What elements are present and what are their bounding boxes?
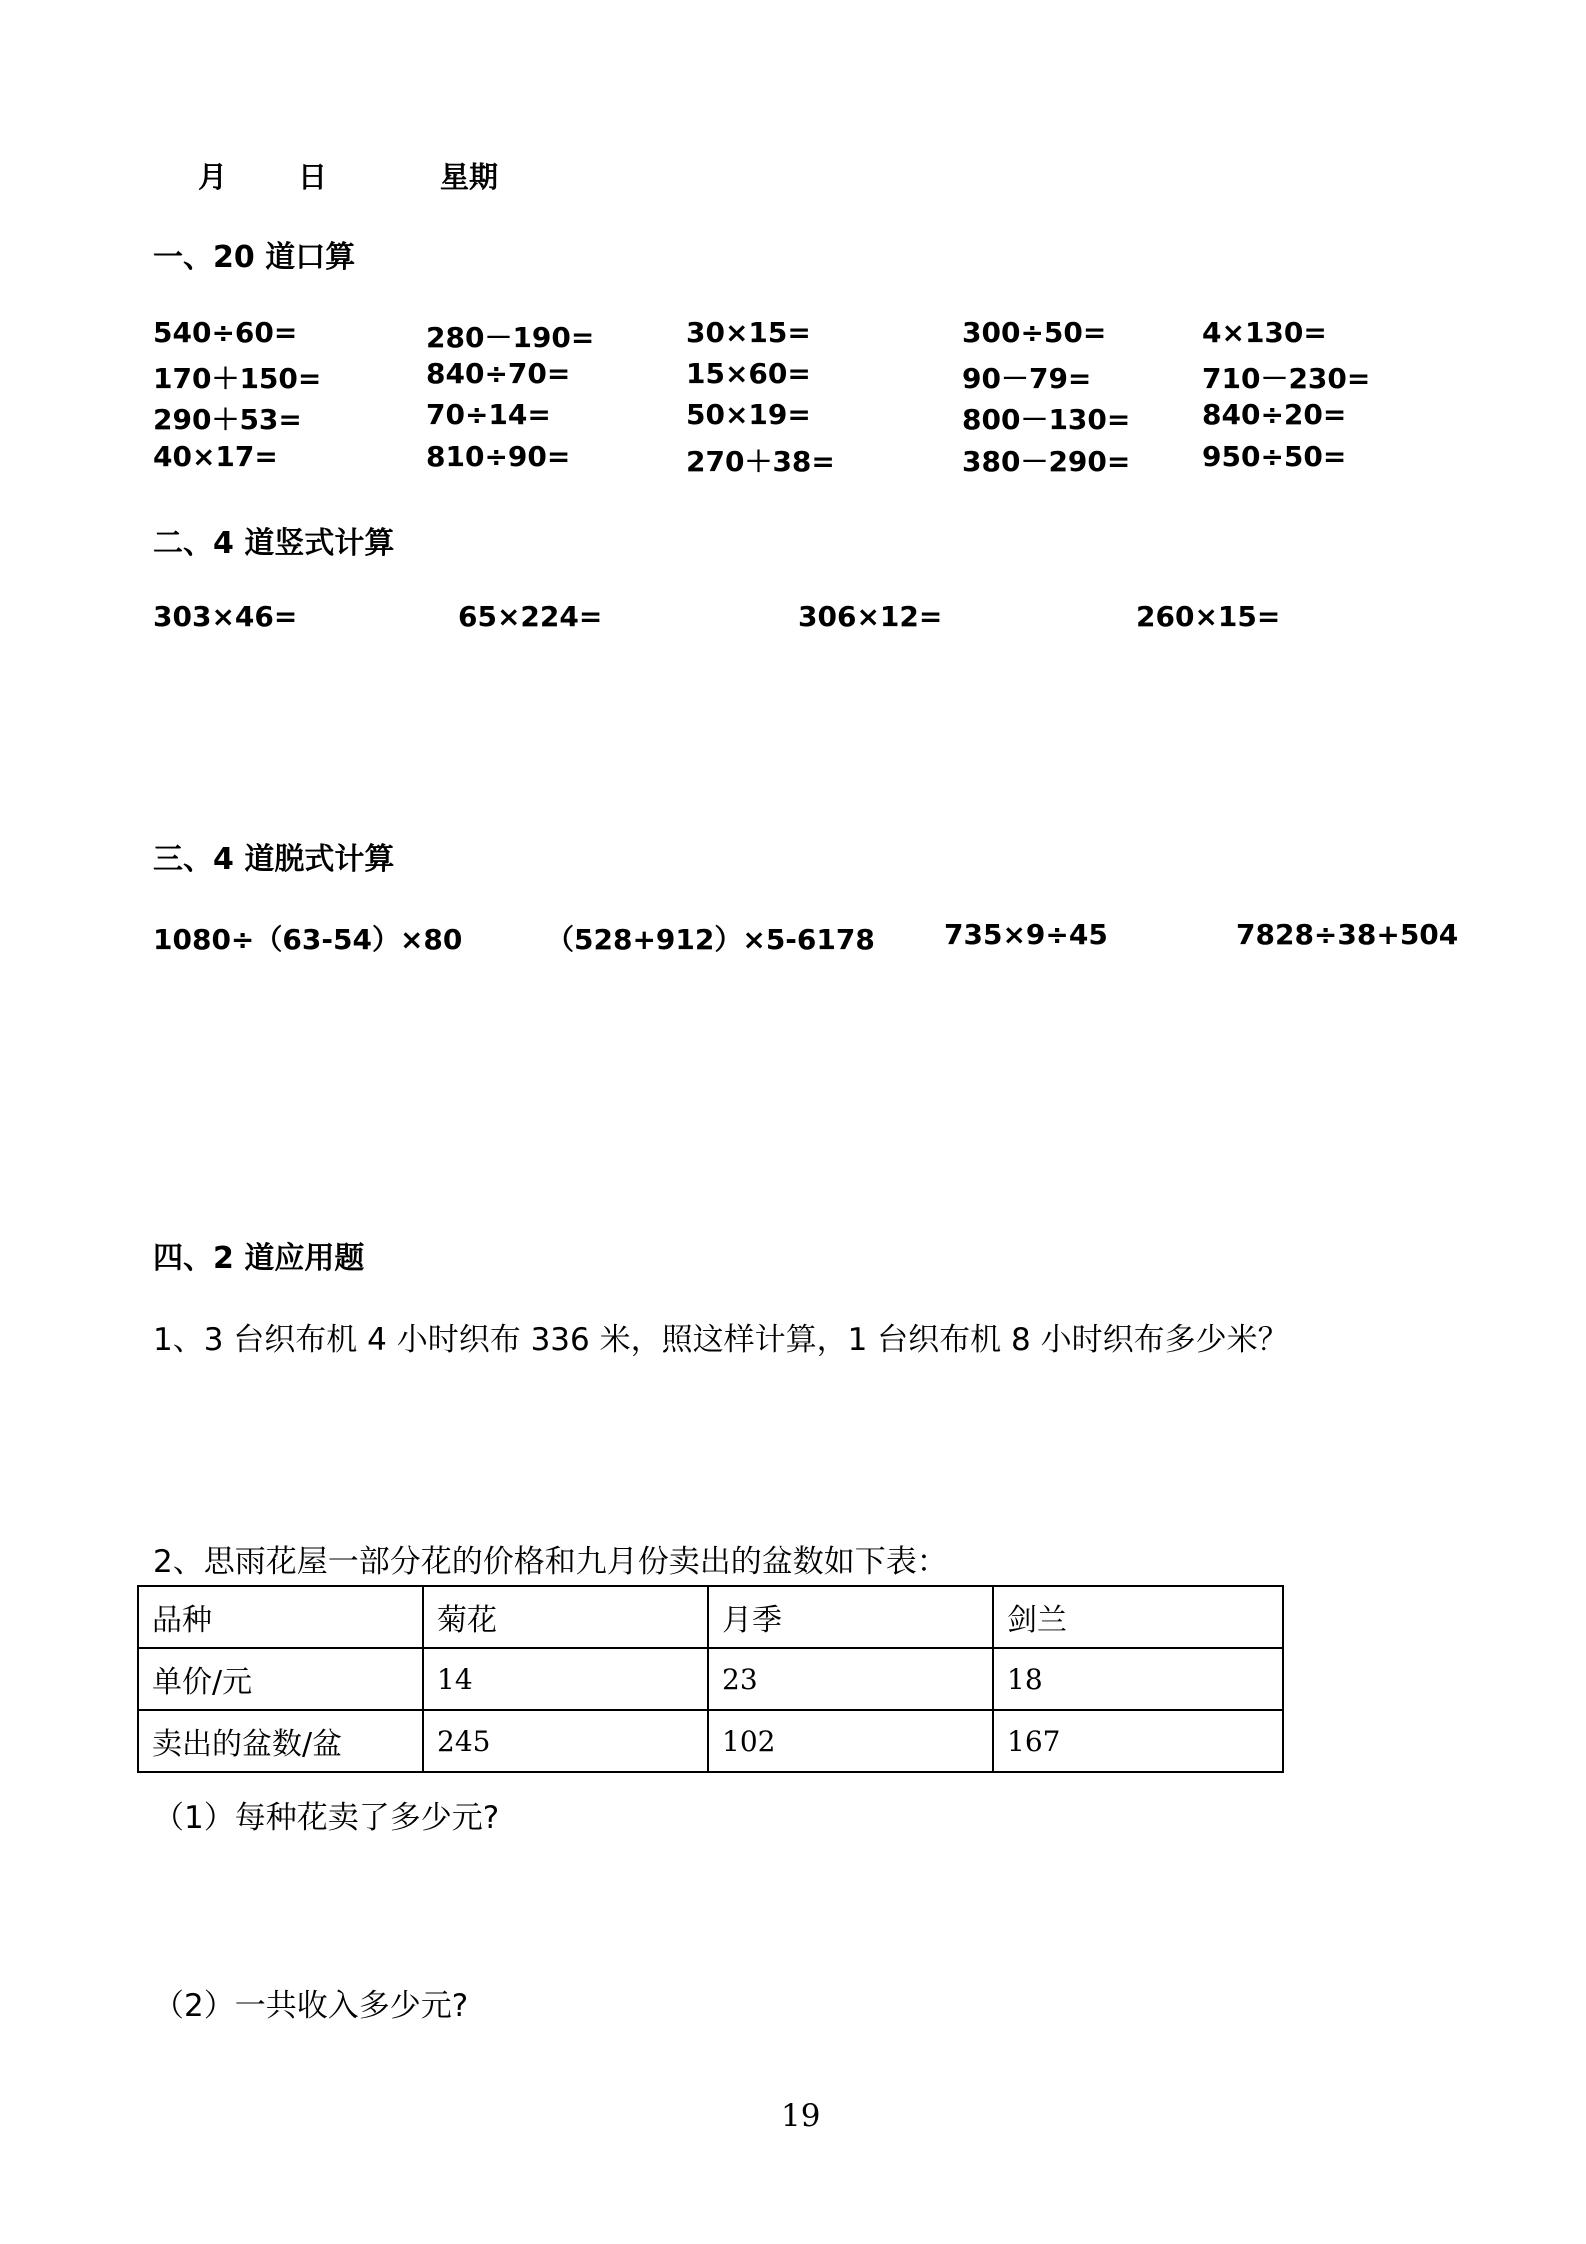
- vertical-calc-item: 303×46=: [153, 600, 298, 633]
- table-cell: 167: [993, 1710, 1283, 1772]
- oral-item: 380－290=: [962, 445, 1131, 478]
- table-row: [138, 1710, 1283, 1772]
- oral-item: 30×15=: [686, 316, 811, 349]
- header-day: 日: [298, 160, 328, 194]
- oral-item: 40×17=: [153, 440, 278, 473]
- header-weekday: 星期: [440, 160, 499, 194]
- table-cell: 单价/元: [138, 1648, 423, 1710]
- oral-item: 4×130=: [1202, 316, 1327, 349]
- table-cell: 14: [423, 1648, 708, 1710]
- oral-item: 280－190=: [426, 321, 595, 354]
- section2-title: 二、4 道竖式计算: [153, 526, 395, 561]
- section3-title: 三、4 道脱式计算: [153, 842, 395, 877]
- table-cell: 18: [993, 1648, 1283, 1710]
- oral-item: 710－230=: [1202, 362, 1371, 395]
- vertical-calc-item: 65×224=: [458, 600, 603, 633]
- header-month: 月: [198, 160, 228, 194]
- oral-item: 840÷70=: [426, 357, 571, 390]
- oral-item: 810÷90=: [426, 440, 571, 473]
- oral-item: 50×19=: [686, 398, 811, 431]
- table-cell: 卖出的盆数/盆: [138, 1710, 423, 1772]
- table-header-cell: 月季: [708, 1586, 993, 1648]
- table-cell: 23: [708, 1648, 993, 1710]
- table-row: [138, 1648, 1283, 1710]
- table-cell: 102: [708, 1710, 993, 1772]
- section4-title: 四、2 道应用题: [153, 1241, 365, 1276]
- stepwise-calc-item: （528+912）×5-6178: [546, 923, 875, 956]
- table-header-cell: 剑兰: [993, 1586, 1283, 1648]
- sub-question-1: （1）每种花卖了多少元?: [153, 1800, 500, 1836]
- oral-item: 300÷50=: [962, 316, 1107, 349]
- stepwise-calc-item: 1080÷（63-54）×80: [153, 923, 463, 956]
- oral-item: 270＋38=: [686, 445, 835, 478]
- oral-item: 15×60=: [686, 357, 811, 390]
- oral-item: 800－130=: [962, 403, 1131, 436]
- page-number: 19: [781, 2098, 821, 2134]
- table-cell: 245: [423, 1710, 708, 1772]
- oral-item: 70÷14=: [426, 398, 551, 431]
- oral-item: 950÷50=: [1202, 440, 1347, 473]
- word-problem-1: 1、3 台织布机 4 小时织布 336 米，照这样计算，1 台织布机 8 小时织布多少米？: [153, 1322, 1289, 1358]
- section1-title: 一、20 道口算: [153, 240, 356, 275]
- stepwise-calc-item: 7828÷38+504: [1236, 918, 1459, 951]
- vertical-calc-item: 306×12=: [798, 600, 943, 633]
- flower-sales-table: [137, 1585, 1284, 1773]
- word-problem-2: 2、思雨花屋一部分花的价格和九月份卖出的盆数如下表：: [153, 1544, 948, 1580]
- oral-item: 540÷60=: [153, 316, 298, 349]
- oral-item: 90－79=: [962, 362, 1092, 395]
- table-header-cell: 品种: [138, 1586, 423, 1648]
- sub-question-2: （2）一共收入多少元?: [153, 1988, 469, 2024]
- oral-item: 170＋150=: [153, 362, 322, 395]
- table-row: [138, 1586, 1283, 1648]
- table-header-cell: 菊花: [423, 1586, 708, 1648]
- vertical-calc-item: 260×15=: [1136, 600, 1281, 633]
- oral-item: 290＋53=: [153, 403, 302, 436]
- stepwise-calc-item: 735×9÷45: [944, 918, 1108, 951]
- oral-item: 840÷20=: [1202, 398, 1347, 431]
